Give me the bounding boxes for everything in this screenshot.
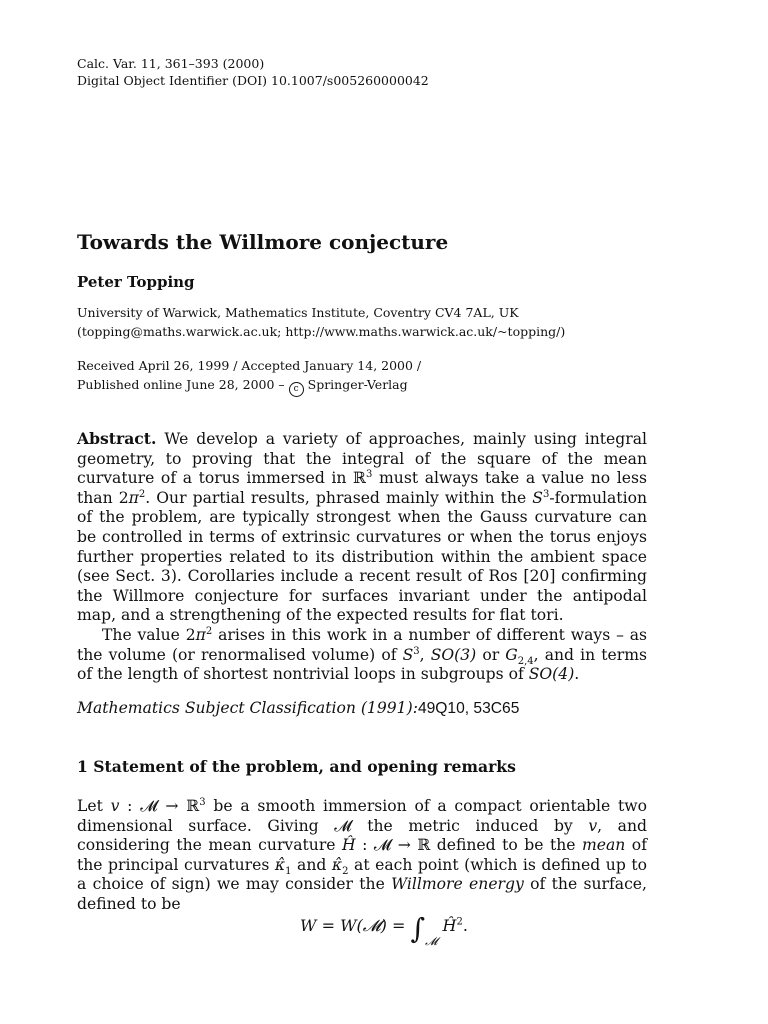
integral-sign: ∫ (410, 912, 426, 945)
abstract (77, 429, 647, 685)
paper-author: Peter Topping (77, 273, 195, 291)
affiliation-line-2: (topping@maths.warwick.ac.uk; http://www.maths.warwick.ac.uk/~topping/) (77, 324, 566, 339)
published-online: Published online June 28, 2000 – c Springer-Verlag (77, 375, 421, 397)
journal-doi: Digital Object Identifier (DOI) 10.1007/s005260000042 (77, 73, 429, 88)
affiliation-line-1: University of Warwick, Mathematics Institute, Coventry CV4 7AL, UK (77, 305, 519, 320)
journal-header (77, 55, 429, 89)
section-1-paragraph: Let v : 𝓜 → ℝ$^3$ be a smooth immersion of a compact orientable two dimensional surface. Giving 𝓜 the metric induced by v, and considering the mean curvature Ĥ : 𝓜 → ℝ defined to be the mean of the principal curvatures $\kappâ_1$ and $\kappâ_2$ at each point (which is defined up to a choice of sign) we may consider the Willmore energy of the surface, defined to be (77, 796, 647, 913)
abstract-paragraph-2: The value $2\pi^2$ arises in this work in a number of different ways – as the volume (or renormalised volume) of $S^3$, SO(3) or $G_{2,4}$, and in terms of the length of shortest nontrivial loops in subgroups of SO(4). (77, 625, 647, 684)
paper-title: Towards the Willmore conjecture (77, 230, 449, 254)
copyright-icon: c (289, 382, 304, 397)
abstract-label: Abstract. (77, 429, 157, 448)
publication-dates (77, 356, 421, 397)
willmore-energy-equation: W = W(𝓜) = $\int_𝓜$ $Ĥ^2$. (300, 912, 468, 948)
section-heading: 1 Statement of the problem, and opening remarks (77, 757, 516, 776)
affiliation (77, 303, 565, 341)
msc-classification: Mathematics Subject Classification (1991):49Q10, 53C65 (77, 699, 520, 717)
abstract-paragraph-1: Abstract. We develop a variety of approaches, mainly using integral geometry, to proving that the integral of the square of the mean curvature of a torus immersed in ℝ$^3$ must always take a value no less than $2\pi^2$. Our partial results, phrased mainly within the $S^3$-formulation of the problem, are typically strongest when the Gauss curvature can be controlled in terms of extrinsic curvatures or when the torus enjoys further properties related to its distribution within the ambient space (see Sect. 3). Corollaries include a recent result of Ros [20] confirming the Willmore conjecture for surfaces invariant under the antipodal map, and a strengthening of the expected results for flat tori. (77, 429, 647, 625)
journal-citation: Calc. Var. 11, 361–393 (2000) (77, 56, 265, 71)
received-accepted: Received April 26, 1999 / Accepted January 14, 2000 / (77, 358, 422, 373)
